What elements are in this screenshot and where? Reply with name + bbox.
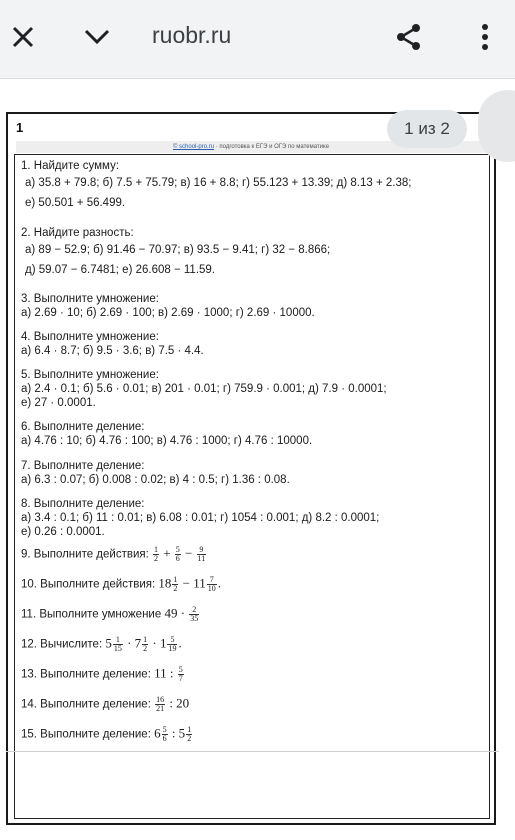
task-14	[21, 696, 189, 713]
whole-number: 6	[154, 725, 161, 741]
task-2	[21, 226, 330, 277]
fraction: $\frac{1}{2}$	[154, 545, 159, 563]
task-title: 11. Выполните умножение	[21, 608, 162, 621]
task-3	[21, 292, 315, 320]
chevron-down-icon[interactable]	[80, 20, 114, 54]
task-title: 9. Выполните действия:	[21, 548, 149, 561]
task-13	[21, 666, 185, 683]
task-8	[21, 497, 379, 539]
fraction: $\frac{5}{7}$	[178, 665, 183, 683]
task-title: 13. Выполните деление:	[21, 668, 151, 681]
page-indicator-badge: 1 из 2	[387, 110, 467, 148]
task-4	[21, 330, 204, 358]
share-icon[interactable]	[392, 20, 426, 54]
task-title: 15. Выполните деление:	[21, 728, 151, 741]
fraction: $\frac{9}{11}$	[197, 545, 206, 563]
task-title: 14. Выполните деление:	[21, 698, 151, 711]
task-title: 4. Выполните умножение:	[21, 331, 159, 343]
operator: − 11	[182, 575, 206, 591]
whole-number: 49 ·	[164, 605, 186, 621]
fraction: $\frac{7}{10}$	[207, 575, 216, 593]
period: .	[217, 575, 221, 591]
fraction: $\frac{1}{2}$	[143, 635, 148, 653]
pdf-viewer[interactable]	[0, 79, 515, 840]
fraction: $\frac{5}{19}$	[168, 635, 177, 653]
task-6	[21, 420, 312, 448]
task-title: 7. Выполните деление:	[21, 460, 145, 472]
task-line: а) 35.8 + 79.8; б) 7.5 + 75.79; в) 16 + 8.8; г) 55.123 + 13.39; д) 8.13 + 2.38;	[25, 177, 412, 189]
task-12	[21, 636, 182, 653]
close-icon[interactable]	[6, 20, 40, 54]
task-15	[21, 726, 193, 743]
pdf-page	[6, 112, 496, 825]
url-text[interactable]: ruobr.ru	[152, 22, 232, 48]
task-title: 1. Найдите сумму:	[21, 160, 120, 172]
task-title: 3. Выполните умножение:	[21, 293, 159, 305]
task-line: е) 0.26 : 0.0001.	[21, 526, 105, 538]
task-line: а) 2.4 · 0.1; б) 5.6 · 0.01; в) 201 · 0.01; г) 759.9 · 0.001; д) 7.9 · 0.0001;	[21, 383, 387, 395]
task-line: а) 6.3 : 0.07; б) 0.008 : 0.02; в) 4 : 0.5; г) 1.36 : 0.08.	[21, 474, 290, 486]
task-line: а) 2.69 · 10; б) 2.69 · 100; в) 2.69 · 1000; г) 2.69 · 10000.	[21, 307, 315, 319]
task-9	[21, 546, 207, 563]
fraction: $\frac{1}{2}$	[173, 575, 178, 593]
task-7	[21, 459, 290, 487]
operator: · 1	[152, 635, 167, 651]
fraction: $\frac{5}{6}$	[175, 545, 180, 563]
page-number: 1	[16, 120, 24, 135]
period: .	[178, 635, 182, 651]
task-title: 6. Выполните деление:	[21, 421, 145, 433]
more-vert-icon[interactable]	[468, 20, 502, 54]
task-title: 12. Вычислите:	[21, 638, 103, 651]
task-10	[21, 576, 221, 593]
task-11	[21, 606, 200, 623]
task-line: а) 6.4 · 8.7; б) 9.5 · 3.6; в) 7.5 · 4.4.	[21, 345, 204, 357]
operator: : 20	[169, 695, 190, 711]
task-5	[21, 368, 387, 410]
whole-number: 5	[105, 635, 112, 651]
task-title: 10. Выполните действия:	[21, 578, 156, 591]
task-list	[14, 154, 490, 819]
task-title: 5. Выполните умножение:	[21, 369, 159, 381]
task-line: а) 4.76 : 10; б) 4.76 : 100; в) 4.76 : 1000; г) 4.76 : 10000.	[21, 435, 313, 447]
doc-header-site[interactable]: © school-pro.ru	[172, 144, 215, 150]
fraction: $\frac{1}{2}$	[187, 725, 192, 743]
operator: +	[163, 545, 171, 561]
fraction: $\frac{1}{15}$	[113, 635, 122, 653]
operator: −	[184, 545, 193, 561]
task-line: е) 27 · 0.0001.	[21, 397, 96, 409]
whole-number: 18	[158, 575, 172, 591]
task-title: 2. Найдите разность:	[21, 227, 134, 239]
task-1	[21, 159, 411, 210]
task-line: а) 3.4 : 0.1; б) 11 : 0.01; в) 6.08 : 0.01; г) 1054 : 0.001; д) 8.2 : 0.0001;	[21, 512, 380, 524]
task-line: а) 89 − 52.9; б) 91.46 − 70.97; в) 93.5 − 9.41; г) 32 − 8.866;	[25, 244, 331, 256]
fraction: $\frac{2}{35}$	[190, 605, 199, 623]
whole-number: 11 :	[154, 665, 174, 681]
fraction: $\frac{5}{6}$	[162, 725, 167, 743]
task-line: д) 59.07 − 6.7481; е) 26.608 − 11.59.	[25, 264, 216, 276]
doc-header-text: · подготовка к ЕГЭ и ОГЭ по математике	[214, 144, 330, 150]
browser-toolbar	[0, 0, 515, 79]
operator: : 5	[171, 725, 186, 741]
operator: · 7	[127, 635, 142, 651]
task-line: е) 50.501 + 56.499.	[25, 197, 126, 209]
task-title: 8. Выполните деление:	[21, 498, 145, 510]
fraction: $\frac{16}{21}$	[156, 695, 165, 713]
page-divider	[6, 751, 499, 752]
